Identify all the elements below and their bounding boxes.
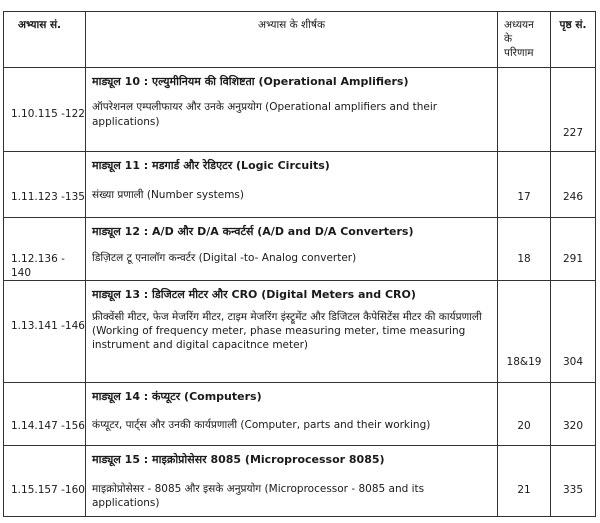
exercise-code: 1.11.123 -135 bbox=[11, 190, 85, 203]
module-title: माड्यूल 15 : माइक्रोप्रोसेसर 8085 (Microprocessor 8085) bbox=[92, 452, 385, 466]
exercise-title-cell bbox=[86, 151, 498, 217]
header-exercise-title: अभ्यास के शीर्षक bbox=[86, 12, 498, 68]
learning-outcome-cell bbox=[498, 217, 551, 280]
page-number-cell bbox=[551, 67, 596, 151]
learning-outcome: 18&19 bbox=[506, 355, 542, 368]
learning-outcome: 18 bbox=[517, 252, 531, 265]
exercise-code: 1.13.141 -146 bbox=[11, 319, 85, 332]
table-row bbox=[4, 217, 596, 280]
module-title: माड्यूल 12 : A/D और D/A कन्वर्टर्स (A/D and D/A Converters) bbox=[92, 224, 414, 238]
table-row bbox=[4, 382, 596, 445]
header-learning-outcome: अध्ययन के परिणाम bbox=[498, 12, 551, 68]
exercise-code: 1.10.115 -122 bbox=[11, 107, 85, 120]
page-number-cell bbox=[551, 280, 596, 382]
exercise-code-cell bbox=[4, 280, 86, 382]
module-title: माड्यूल 10 : एल्युमीनियम की विशिष्टता (Operational Amplifiers) bbox=[92, 74, 409, 88]
page-number: 246 bbox=[562, 190, 584, 203]
page-number-cell bbox=[551, 217, 596, 280]
module-title: माड्यूल 14 : कंप्यूटर (Computers) bbox=[92, 389, 262, 403]
contents-table bbox=[3, 11, 596, 517]
exercise-description: फ्रीक्वेंसी मीटर, फेज मेजरिंग मीटर, टाइम मेजरिंग इंस्ट्रूमेंट और डिजिटल कैपेसिटेंस मीटर की कार्यप्रणाली (Working of frequency meter, phase measuring meter, time measuring instrument and digital capacitnce meter) bbox=[92, 310, 482, 352]
page-number-cell bbox=[551, 382, 596, 445]
exercise-code: 1.14.147 -156 bbox=[11, 419, 85, 432]
table-row bbox=[4, 67, 596, 151]
module-title: माड्यूल 13 : डिजिटल मीटर और CRO (Digital Meters and CRO) bbox=[92, 287, 416, 301]
exercise-description: कंप्यूटर, पार्ट्स और उनकी कार्यप्रणाली (Computer, parts and their working) bbox=[92, 418, 431, 431]
learning-outcome-cell bbox=[498, 67, 551, 151]
exercise-code-cell bbox=[4, 151, 86, 217]
exercise-title-cell bbox=[86, 445, 498, 516]
exercise-code-cell bbox=[4, 67, 86, 151]
learning-outcome-cell bbox=[498, 445, 551, 516]
exercise-title-cell bbox=[86, 382, 498, 445]
exercise-code-cell bbox=[4, 382, 86, 445]
exercise-code: 1.15.157 -160 bbox=[11, 483, 85, 496]
exercise-title-cell bbox=[86, 280, 498, 382]
learning-outcome: 17 bbox=[517, 190, 531, 203]
table-row bbox=[4, 151, 596, 217]
exercise-description: डिज़िटल टू एनालॉग कन्वर्टर (Digital -to- Analog converter) bbox=[92, 252, 357, 265]
exercise-description: संख्या प्रणाली (Number systems) bbox=[92, 189, 244, 202]
page-number: 227 bbox=[562, 126, 584, 139]
exercise-code-cell bbox=[4, 445, 86, 516]
header-exercise-no: अभ्यास सं. bbox=[4, 12, 86, 68]
learning-outcome-cell bbox=[498, 280, 551, 382]
exercise-code-cell bbox=[4, 217, 86, 280]
exercise-description: माइक्रोप्रोसेसर - 8085 और इसके अनुप्रयोग (Microprocessor - 8085 and its applications) bbox=[92, 482, 425, 509]
module-title: माड्यूल 11 : मडगार्ड और रेडिएटर (Logic Circuits) bbox=[92, 158, 330, 172]
learning-outcome: 20 bbox=[517, 419, 531, 432]
table-row bbox=[4, 445, 596, 516]
page-number-cell bbox=[551, 151, 596, 217]
exercise-title-cell bbox=[86, 217, 498, 280]
exercise-title-cell bbox=[86, 67, 498, 151]
page-number-cell bbox=[551, 445, 596, 516]
exercise-description: ऑपरेशनल एम्पलीफायर और उनके अनुप्रयोग (Operational amplifiers and their applications) bbox=[92, 101, 438, 128]
exercise-code: 1.12.136 - 140 bbox=[11, 252, 65, 279]
header-page-no: पृष्ठ सं. bbox=[551, 12, 596, 68]
page-number: 320 bbox=[562, 419, 584, 432]
learning-outcome bbox=[498, 68, 550, 126]
header-row bbox=[4, 12, 596, 68]
learning-outcome-cell bbox=[498, 382, 551, 445]
page-number: 304 bbox=[562, 355, 584, 368]
page-number: 291 bbox=[562, 252, 584, 265]
table-row bbox=[4, 280, 596, 382]
learning-outcome: 21 bbox=[517, 483, 531, 496]
learning-outcome-cell bbox=[498, 151, 551, 217]
page-number: 335 bbox=[562, 483, 584, 496]
